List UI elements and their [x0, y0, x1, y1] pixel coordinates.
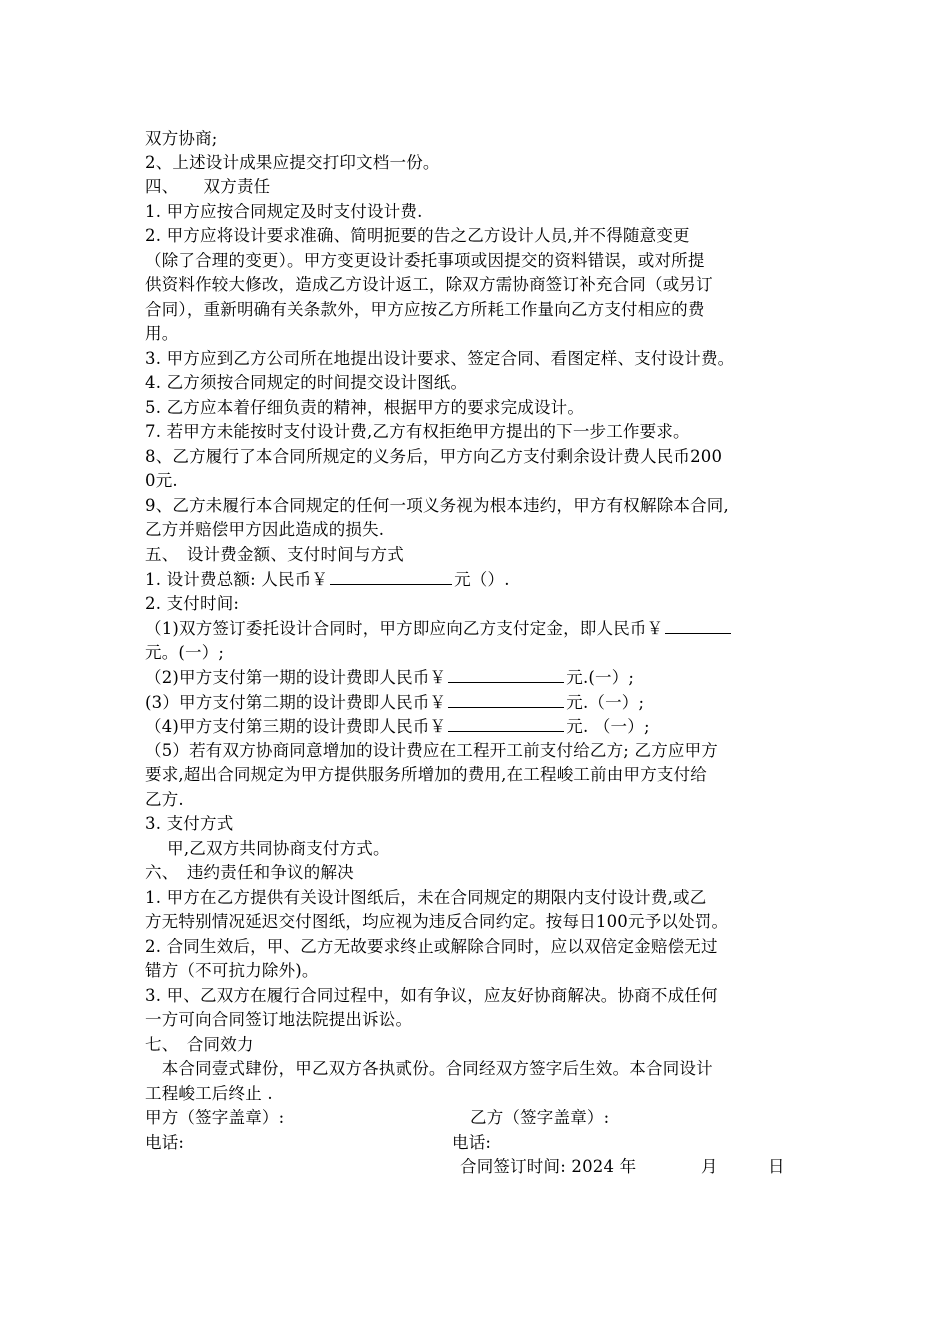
text-line: 错方（不可抗力除外)。	[145, 961, 319, 980]
payment-1-label: （1)双方签订委托设计合同时，甲方即应向乙方支付定金，即人民币￥	[145, 619, 664, 638]
text-line: 3. 甲方应到乙方公司所在地提出设计要求、签定合同、看图定样、支付设计费。	[145, 349, 735, 368]
payment-3-line	[145, 691, 644, 714]
text-line: 乙方.	[145, 790, 184, 809]
payment-3-suffix: 元.（一）;	[566, 693, 645, 712]
payment-1-line	[145, 617, 733, 640]
text-line: 工程峻工后终止 .	[145, 1084, 273, 1103]
text-line: 3. 甲、乙双方在履行合同过程中，如有争议，应友好协商解决。协商不成任何	[145, 986, 718, 1005]
payment-4-label: （4)甲方支付第三期的设计费即人民币￥	[145, 717, 447, 736]
text-line: 要求,超出合同规定为甲方提供服务所增加的费用,在工程峻工前由甲方支付给	[145, 765, 707, 784]
text-line: 5. 乙方应本着仔细负责的精神，根据甲方的要求完成设计。	[145, 398, 585, 417]
text-line: 甲,乙双方共同协商支付方式。	[145, 839, 390, 858]
payment-2-line	[145, 666, 634, 689]
text-line: 用。	[145, 324, 179, 343]
party-a-phone: 电话:	[145, 1133, 185, 1152]
sign-date-day: 日	[768, 1157, 785, 1176]
text-line: 本合同壹式肆份，甲乙双方各执贰份。合同经双方签字后生效。本合同设计	[145, 1059, 713, 1078]
text-line: 0元.	[145, 471, 178, 490]
text-line: 3. 支付方式	[145, 814, 234, 833]
text-line: 1. 甲方应按合同规定及时支付设计费.	[145, 202, 423, 221]
payment-2-suffix: 元.(一）;	[566, 668, 635, 687]
text-line: 1. 甲方在乙方提供有关设计图纸后，未在合同规定的期限内支付设计费,或乙	[145, 888, 707, 907]
fee-total-line	[145, 568, 510, 591]
payment-1-blank[interactable]	[665, 617, 731, 634]
text-line: 9、乙方未履行本合同规定的任何一项义务视为根本违约，甲方有权解除本合同,	[145, 496, 729, 515]
payment-3-label: (3）甲方支付第二期的设计费即人民币￥	[145, 693, 447, 712]
section-heading: 五、 设计费金额、支付时间与方式	[145, 545, 404, 564]
text-line: 7. 若甲方未能按时支付设计费,乙方有权拒绝甲方提出的下一步工作要求。	[145, 422, 690, 441]
fee-total-blank[interactable]	[330, 568, 452, 585]
sign-date-label: 合同签订时间: 2024 年	[460, 1157, 637, 1176]
text-line: 2. 合同生效后，甲、乙方无故要求终止或解除合同时，应以双倍定金赔偿无过	[145, 937, 718, 956]
text-line: 2. 支付时间:	[145, 594, 240, 613]
text-line: 2、上述设计成果应提交打印文档一份。	[145, 153, 440, 172]
text-line: 合同），重新明确有关条款外，甲方应按乙方所耗工作量向乙方支付相应的费	[145, 300, 705, 319]
text-line: （5）若有双方协商同意增加的设计费应在工程开工前支付给乙方; 乙方应甲方	[145, 741, 719, 760]
payment-2-blank[interactable]	[448, 666, 564, 683]
sign-date-month: 月	[701, 1157, 718, 1176]
payment-4-blank[interactable]	[448, 715, 564, 732]
fee-total-suffix: 元（）.	[454, 570, 510, 589]
party-a-signature: 甲方（签字盖章）:	[145, 1108, 285, 1127]
fee-total-label: 1. 设计费总额: 人民币￥	[145, 570, 329, 589]
text-line: 元。(一）;	[145, 643, 225, 662]
party-b-signature: 乙方（签字盖章）:	[470, 1108, 610, 1127]
text-line: 一方可向合同签订地法院提出诉讼。	[145, 1010, 413, 1029]
text-line: 方无特别情况延迟交付图纸，均应视为违反合同约定。按每日100元予以处罚。	[145, 912, 729, 931]
party-b-phone: 电话:	[452, 1133, 492, 1152]
payment-3-blank[interactable]	[448, 691, 564, 708]
text-line: 4. 乙方须按合同规定的时间提交设计图纸。	[145, 373, 468, 392]
text-line: 双方协商;	[145, 129, 218, 148]
text-line: （除了合理的变更）。甲方变更设计委托事项或因提交的资料错误，或对所提	[145, 251, 705, 270]
section-heading: 七、 合同效力	[145, 1035, 254, 1054]
payment-4-line	[145, 715, 650, 738]
text-line: 2. 甲方应将设计要求准确、简明扼要的告之乙方设计人员,并不得随意变更	[145, 226, 690, 245]
payment-4-suffix: 元. （一）;	[566, 717, 650, 736]
section-heading: 六、 违约责任和争议的解决	[145, 863, 354, 882]
text-line: 供资料作较大修改，造成乙方设计返工，除双方需协商签订补充合同（或另订	[145, 275, 713, 294]
section-heading: 四、 双方责任	[145, 177, 271, 196]
payment-2-label: （2)甲方支付第一期的设计费即人民币￥	[145, 668, 447, 687]
text-line: 乙方并赔偿甲方因此造成的损失.	[145, 520, 385, 539]
text-line: 8、乙方履行了本合同所规定的义务后，甲方向乙方支付剩余设计费人民币200	[145, 447, 723, 466]
